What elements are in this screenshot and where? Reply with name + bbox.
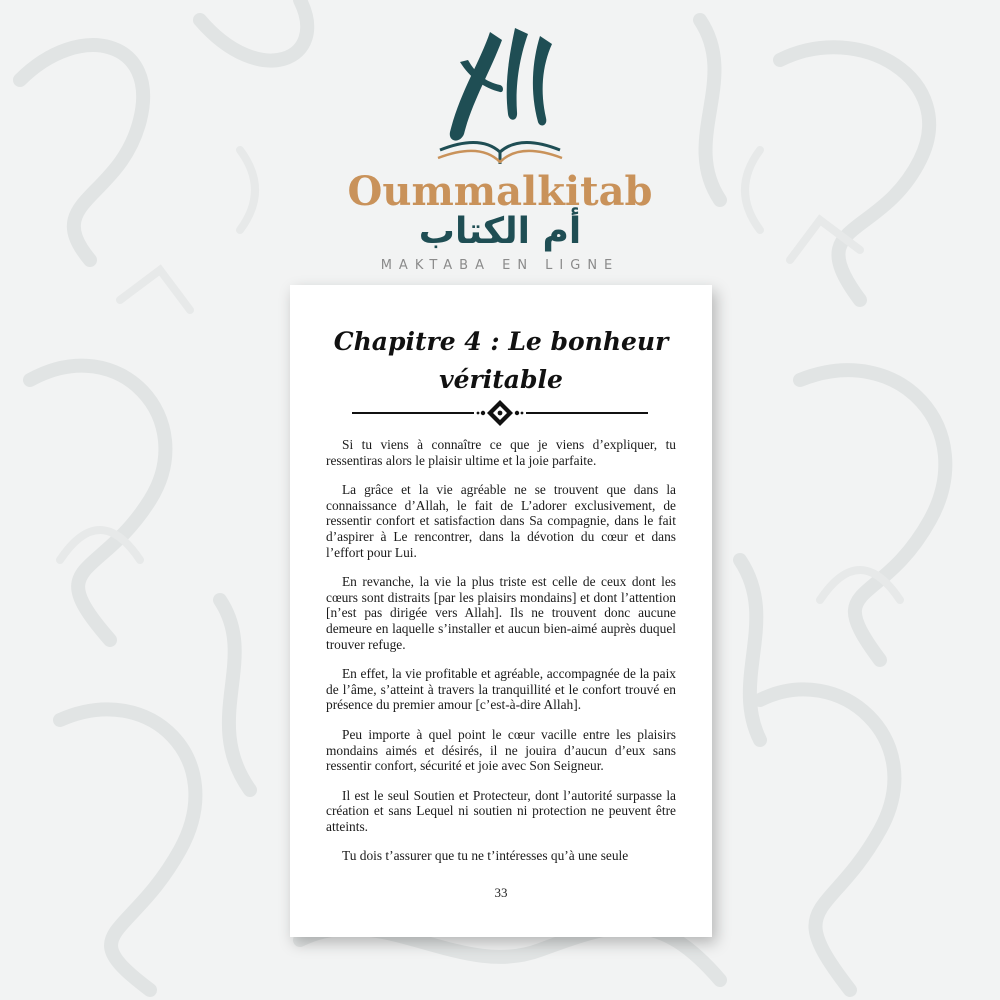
diamond-ornament-icon <box>352 399 648 427</box>
book-page <box>290 285 712 937</box>
paragraph: Il est le seul Soutien et Protecteur, dont l’autorité surpasse la création et sans Lequel ni soutien ni protection ne peuvent être atteints. <box>326 787 676 834</box>
paragraph: Si tu viens à connaître ce que je viens d’expliquer, tu ressentiras alors le plaisir ultime et la joie parfaite. <box>326 437 676 468</box>
brand-tagline: MAKTABA EN LIGNE <box>380 258 620 273</box>
calligraphy-book-icon <box>420 22 580 172</box>
brand-name: Oummalkitab <box>347 168 653 215</box>
page-body-text <box>326 437 676 878</box>
paragraph: Peu importe à quel point le cœur vacille entre les plaisirs mondains aimés et désirés, il ne jouira d’aucun d’eux sans ressentir confort, sécurité et joie avec Son Seigneur. <box>326 726 676 774</box>
chapter-title-line-1: Chapitre 4 : Le bonheur <box>333 327 669 356</box>
chapter-title <box>290 323 712 399</box>
paragraph: En revanche, la vie la plus triste est celle de ceux dont les cœurs sont distraits [par les plaisirs mondains] et dont l’attention [n’est pas dirigée vers Allah]. Ils ne trouvent donc aucune demeure en laquelle s’installer et aucun bien-aimé auprès duquel trouver refuge. <box>326 574 676 652</box>
paragraph: En effet, la vie profitable et agréable, accompagnée de la paix de l’âme, s’atteint à travers la tranquillité et le confort trouvé en présence du premier amour [c’est-à-dire Allah]. <box>326 666 676 713</box>
brand-name-arabic: أم الكتاب <box>418 211 582 252</box>
paragraph: La grâce et la vie agréable ne se trouvent que dans la connaissance d’Allah, le fait de L’adorer exclusivement, de ressentir confort et satisfaction dans Sa compagnie, dans le fait d’aspirer à Le rencontrer, dans la dévotion du cœur et dans l’effort pour Lui. <box>326 482 676 560</box>
chapter-title-line-2: véritable <box>439 365 563 394</box>
brand-header <box>0 0 1000 280</box>
page-number: 33 <box>494 885 508 900</box>
paragraph: Tu dois t’assurer que tu ne t’intéresses qu’à une seule <box>342 848 629 864</box>
